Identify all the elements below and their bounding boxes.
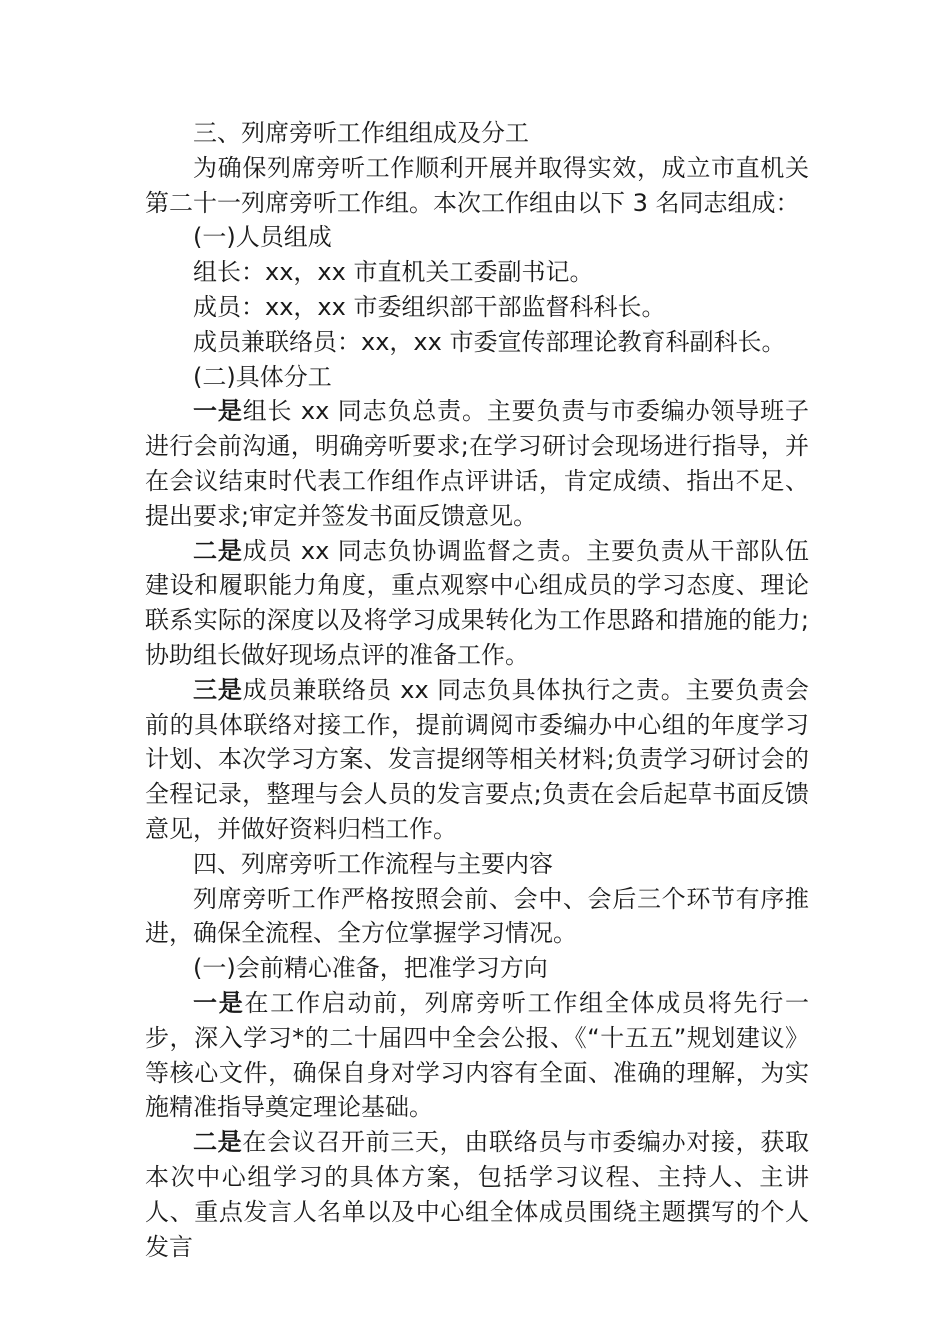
paragraph-text: (一)人员组成 bbox=[193, 223, 332, 252]
paragraph-text: 列席旁听工作严格按照会前、会中、会后三个环节有序推进，确保全流程、全方位掌握学习情况。 bbox=[145, 884, 809, 948]
paragraph bbox=[145, 325, 809, 360]
paragraph-lead: 二是 bbox=[193, 1128, 243, 1157]
paragraph bbox=[145, 255, 809, 290]
document-body bbox=[145, 116, 809, 1264]
paragraph-text: 成员兼联络员：xx，xx 市委宣传部理论教育科副科长。 bbox=[193, 327, 786, 356]
section-heading bbox=[145, 116, 809, 151]
paragraph bbox=[145, 151, 809, 221]
paragraph-text: 组长 xx 同志负总责。主要负责与市委编办领导班子进行会前沟通，明确旁听要求;在学习研讨会现场进行指导，并在会议结束时代表工作组作点评讲话，肯定成绩、指出不足、提出要求;审定并签发书面反馈意见。 bbox=[145, 397, 809, 530]
paragraph-text: 成员兼联络员 xx 同志负具体执行之责。主要负责会前的具体联络对接工作，提前调阅市委编办中心组的年度学习计划、本次学习方案、发言提纲等相关材料;负责学习研讨会的全程记录，整理与会人员的发言要点;负责在会后起草书面反馈意见，并做好资料归档工作。 bbox=[145, 675, 809, 843]
paragraph-text: 四、列席旁听工作流程与主要内容 bbox=[193, 849, 553, 878]
section-heading bbox=[145, 847, 809, 882]
paragraph-text: 成员 xx 同志负协调监督之责。主要负责从干部队伍建设和履职能力角度，重点观察中心组成员的学习态度、理论联系实际的深度以及将学习成果转化为工作思路和措施的能力;协助组长做好现场点评的准备工作。 bbox=[145, 536, 809, 669]
paragraph-text: 在会议召开前三天，由联络员与市委编办对接，获取本次中心组学习的具体方案，包括学习议程、主持人、主讲人、重点发言人名单以及中心组全体成员围绕主题撰写的个人发言 bbox=[145, 1128, 810, 1261]
subsection-heading bbox=[145, 220, 809, 255]
paragraph-lead: 三是 bbox=[193, 675, 243, 704]
paragraph bbox=[145, 534, 809, 673]
paragraph bbox=[145, 394, 809, 533]
subsection-heading bbox=[145, 360, 809, 395]
paragraph-lead: 一是 bbox=[193, 988, 245, 1017]
paragraph bbox=[145, 290, 809, 325]
paragraph-text: 三、列席旁听工作组组成及分工 bbox=[193, 119, 529, 147]
paragraph-text: 为确保列席旁听工作顺利开展并取得实效，成立市直机关第二十一列席旁听工作组。本次工作组由以下 3 名同志组成： bbox=[145, 153, 809, 217]
paragraph-text: 组长：xx，xx 市直机关工委副书记。 bbox=[193, 258, 594, 287]
paragraph-text: 在工作启动前，列席旁听工作组全体成员将先行一步，深入学习*的二十届四中全会公报、《“十五五”规划建议》等核心文件，确保自身对学习内容有全面、准确的理解，为实施精准指导奠定理论基础。 bbox=[145, 988, 810, 1122]
paragraph-text: (二)具体分工 bbox=[193, 362, 332, 391]
paragraph-text: (一)会前精心准备，把准学习方向 bbox=[193, 954, 548, 983]
paragraph bbox=[145, 1125, 809, 1264]
paragraph-lead: 一是 bbox=[193, 397, 243, 426]
paragraph-lead: 二是 bbox=[193, 536, 243, 565]
paragraph-text: 成员：xx，xx 市委组织部干部监督科科长。 bbox=[193, 292, 666, 321]
subsection-heading bbox=[145, 951, 809, 986]
paragraph bbox=[145, 986, 809, 1125]
paragraph bbox=[145, 673, 809, 847]
paragraph bbox=[145, 882, 809, 952]
